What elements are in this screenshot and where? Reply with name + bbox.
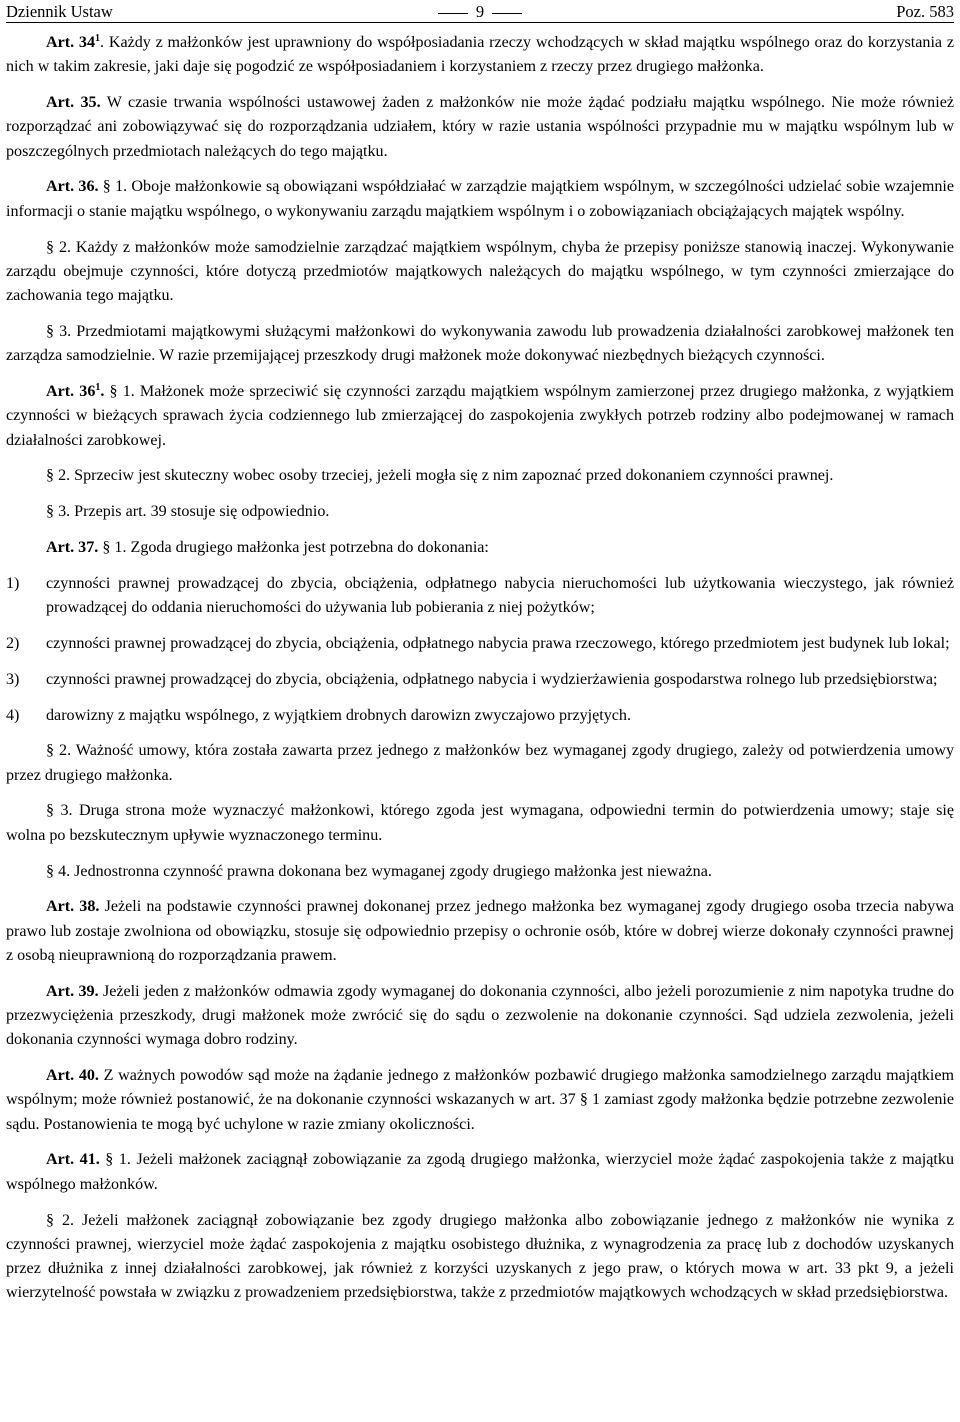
art38-paragraph <box>6 895 954 968</box>
list-item <box>6 704 954 728</box>
art37-paragraph-3: § 3. Druga strona może wyznaczyć małżonkowi, którego zgoda jest wymagana, odpowiedni termin do potwierdzenia umowy; staje się wolna po bezskutecznym upływie wyznaczonego terminu. <box>6 802 954 844</box>
page-header <box>6 0 954 23</box>
art41-paragraph-2: § 2. Jeżeli małżonek zaciągnął zobowiązanie bez zgody drugiego małżonka albo zobowiązanie jednego z małżonków nie wynika z czynności prawnej, wierzyciel może żądać zaspokojenia z majątku osobistego dłużnika, z wynagrodzenia za pracę lub z dochodów uzyskanych przez dłużnika z innej działalności zarobkowej, jak również z korzyści uzyskanych z jego praw, o których mowa w art. 33 pkt 9, a jeżeli wierzytelność powstała w związku z prowadzeniem przedsiębiorstwa, także z przedmiotów majątkowych wchodzących w skład przedsiębiorstwa. <box>6 1211 954 1302</box>
art36-p1: § 1. Oboje małżonkowie są obowiązani współdziałać w zarządzie majątkiem wspólnym, w szczególności udzielać sobie wzajemnie informacji o stanie majątku wspólnego, o wykonywaniu zarządu majątkiem wspólnym i o zobowiązaniach obciążających majątek wspólny. <box>6 178 954 220</box>
page-number: 9 <box>475 2 485 21</box>
art34-paragraph <box>6 31 954 80</box>
art34-text: . Każdy z małżonków jest uprawniony do współposiadania rzeczy wchodzących w skład majątku wspólnego oraz do korzystania z nich w takim zakresie, jaki daje się pogodzić ze współposiadaniem i korzystaniem z rzeczy przez drugiego małżonka. <box>6 34 954 76</box>
art41-p1: § 1. Jeżeli małżonek zaciągnął zobowiązanie za zgodą drugiego małżonka, wierzyciel może żądać zaspokojenia także z majątku wspólnego małżonków. <box>6 1151 954 1193</box>
art40-paragraph <box>6 1064 954 1137</box>
art36-1-paragraph-1 <box>6 380 954 453</box>
art36-1-paragraph-3: § 3. Przepis art. 39 stosuje się odpowiednio. <box>46 503 330 521</box>
journal-title: Dziennik Ustaw <box>6 2 113 21</box>
art37-label: Art. 37. <box>46 539 99 557</box>
art41-label: Art. 41. <box>46 1151 100 1169</box>
art36-1-sup: 1 <box>95 382 101 394</box>
art37-paragraph-2: § 2. Ważność umowy, która została zawarta przez jednego z małżonków bez wymaganej zgody drugiego, zależy od potwierdzenia umowy przez drugiego małżonka. <box>6 742 954 784</box>
list-item <box>6 668 954 692</box>
list-item-text: czynności prawnej prowadzącej do zbycia, obciążenia, odpłatnego nabycia i wydzierżawienia gospodarstwa rolnego lub przedsiębiorstwa; <box>46 670 938 688</box>
list-item <box>6 572 954 621</box>
art35-paragraph <box>6 91 954 164</box>
art38-label: Art. 38. <box>46 898 100 916</box>
art35-label: Art. 35. <box>46 94 101 112</box>
art34-label-text: Art. 34 <box>46 34 96 51</box>
art36-1-p1: § 1. Małżonek może sprzeciwić się czynności zarządu majątkiem wspólnym zamierzonej przez drugiego małżonka, z wyjątkiem czynności w bieżących sprawach życia codziennego lub zmierzającej do zaspokojenia zwykłych potrzeb rodziny albo podejmowanej w ramach działalności zarobkowej. <box>6 383 955 449</box>
art37-paragraph-4: § 4. Jednostronna czynność prawna dokonana bez wymaganej zgody drugiego małżonka jest nieważna. <box>46 862 712 880</box>
art37-p1: § 1. Zgoda drugiego małżonka jest potrzebna do dokonania: <box>98 539 489 557</box>
art35-text: W czasie trwania wspólności ustawowej żaden z małżonków nie może żądać podziału majątku wspólnego. Nie może również rozporządzać ani zobowiązywać się do rozporządzania udziałem, który w razie ustania wspólności przypadnie mu w majątku wspólnym lub w poszczególnych przedmiotach należących do tego majątku. <box>6 94 954 160</box>
art41-paragraph-1 <box>6 1148 954 1197</box>
list-item-number: 1) <box>6 574 20 592</box>
art37-paragraph-1 <box>6 536 954 560</box>
art40-label: Art. 40. <box>46 1067 99 1085</box>
art36-1-paragraph-2: § 2. Sprzeciw jest skuteczny wobec osoby trzeciej, jeżeli mogła się z nim zapoznać przed dokonaniem czynności prawnej. <box>46 467 834 485</box>
document-body <box>6 23 954 1306</box>
list-item-number: 3) <box>6 670 20 688</box>
list-item-number: 4) <box>6 706 20 724</box>
art36-label: Art. 36. <box>46 178 99 196</box>
art36-1-label-text: Art. 36 <box>46 383 96 401</box>
dash-left <box>438 13 468 14</box>
art39-label: Art. 39. <box>46 982 99 1000</box>
art36-paragraph-2: § 2. Każdy z małżonków może samodzielnie zarządzać majątkiem wspólnym, chyba że przepisy poniższe stanowią inaczej. Wykonywanie zarządu obejmuje czynności, które dotyczą przedmiotów majątkowych należących do majątku wspólnego, w tym czynności zmierzające do zachowania tego majątku. <box>6 238 954 305</box>
art36-1-label-end: . <box>100 383 105 401</box>
list-item-text: darowizny z majątku wspólnego, z wyjątkiem drobnych darowizn zwyczajowo przyjętych. <box>46 706 631 724</box>
art39-text: Jeżeli jeden z małżonków odmawia zgody wymaganej do dokonania czynności, albo jeżeli porozumienie z nim napotyka trudne do przezwyciężenia przeszkody, drugi małżonek może zwrócić się do sądu o zezwolenie na dokonanie czynności. Sąd udziela zezwolenia, jeżeli dokonania czynności wymaga dobro rodziny. <box>6 982 954 1049</box>
list-item-text: czynności prawnej prowadzącej do zbycia, obciążenia, odpłatnego nabycia prawa rzeczowego, którego przedmiotem jest budynek lub lokal; <box>46 634 950 652</box>
dash-right <box>492 13 522 14</box>
art36-1-label <box>46 383 104 400</box>
page-number-wrapper <box>322 2 638 22</box>
list-item-text: czynności prawnej prowadzącej do zbycia, obciążenia, odpłatnego nabycia nieruchomości lub użytkowania wieczystego, jak również prowadzącej do oddania nieruchomości do używania lub pobierania z niej pożytków; <box>46 574 954 617</box>
art36-paragraph-3: § 3. Przedmiotami majątkowymi służącymi małżonkowi do wykonywania zawodu lub prowadzenia działalności zarobkowej małżonek ten zarządza samodzielnie. W razie przemijającej przeszkody drugi małżonek może dokonywać niezbędnych bieżących czynności. <box>6 322 954 365</box>
art38-text: Jeżeli na podstawie czynności prawnej dokonanej przez jednego małżonka bez wymaganej zgody drugiego osoba trzecia nabywa prawo lub zostaje zwolniona od obowiązku, stosuje się odpowiednio przepisy o ochronie osób, które w dobrej wierze dokonały czynności prawnej z osobą nieuprawnioną do rozporządzania prawem. <box>6 898 954 964</box>
list-item-number: 2) <box>6 634 20 652</box>
art34-sup: 1 <box>95 33 101 44</box>
art34-label <box>46 34 100 51</box>
art39-paragraph <box>6 980 954 1053</box>
art36-paragraph-1 <box>6 175 954 224</box>
art40-text: Z ważnych powodów sąd może na żądanie jednego z małżonków pozbawić drugiego małżonka samodzielnego zarządu majątkiem wspólnym; może również postanowić, że na dokonanie czynności wskazanych w art. 37 § 1 zamiast zgody małżonka będzie potrzebne zezwolenie sądu. Postanowienia te mogą być uchylone w razie zmiany okoliczności. <box>6 1067 954 1133</box>
position-number: Poz. 583 <box>896 2 954 21</box>
list-item <box>6 632 954 656</box>
